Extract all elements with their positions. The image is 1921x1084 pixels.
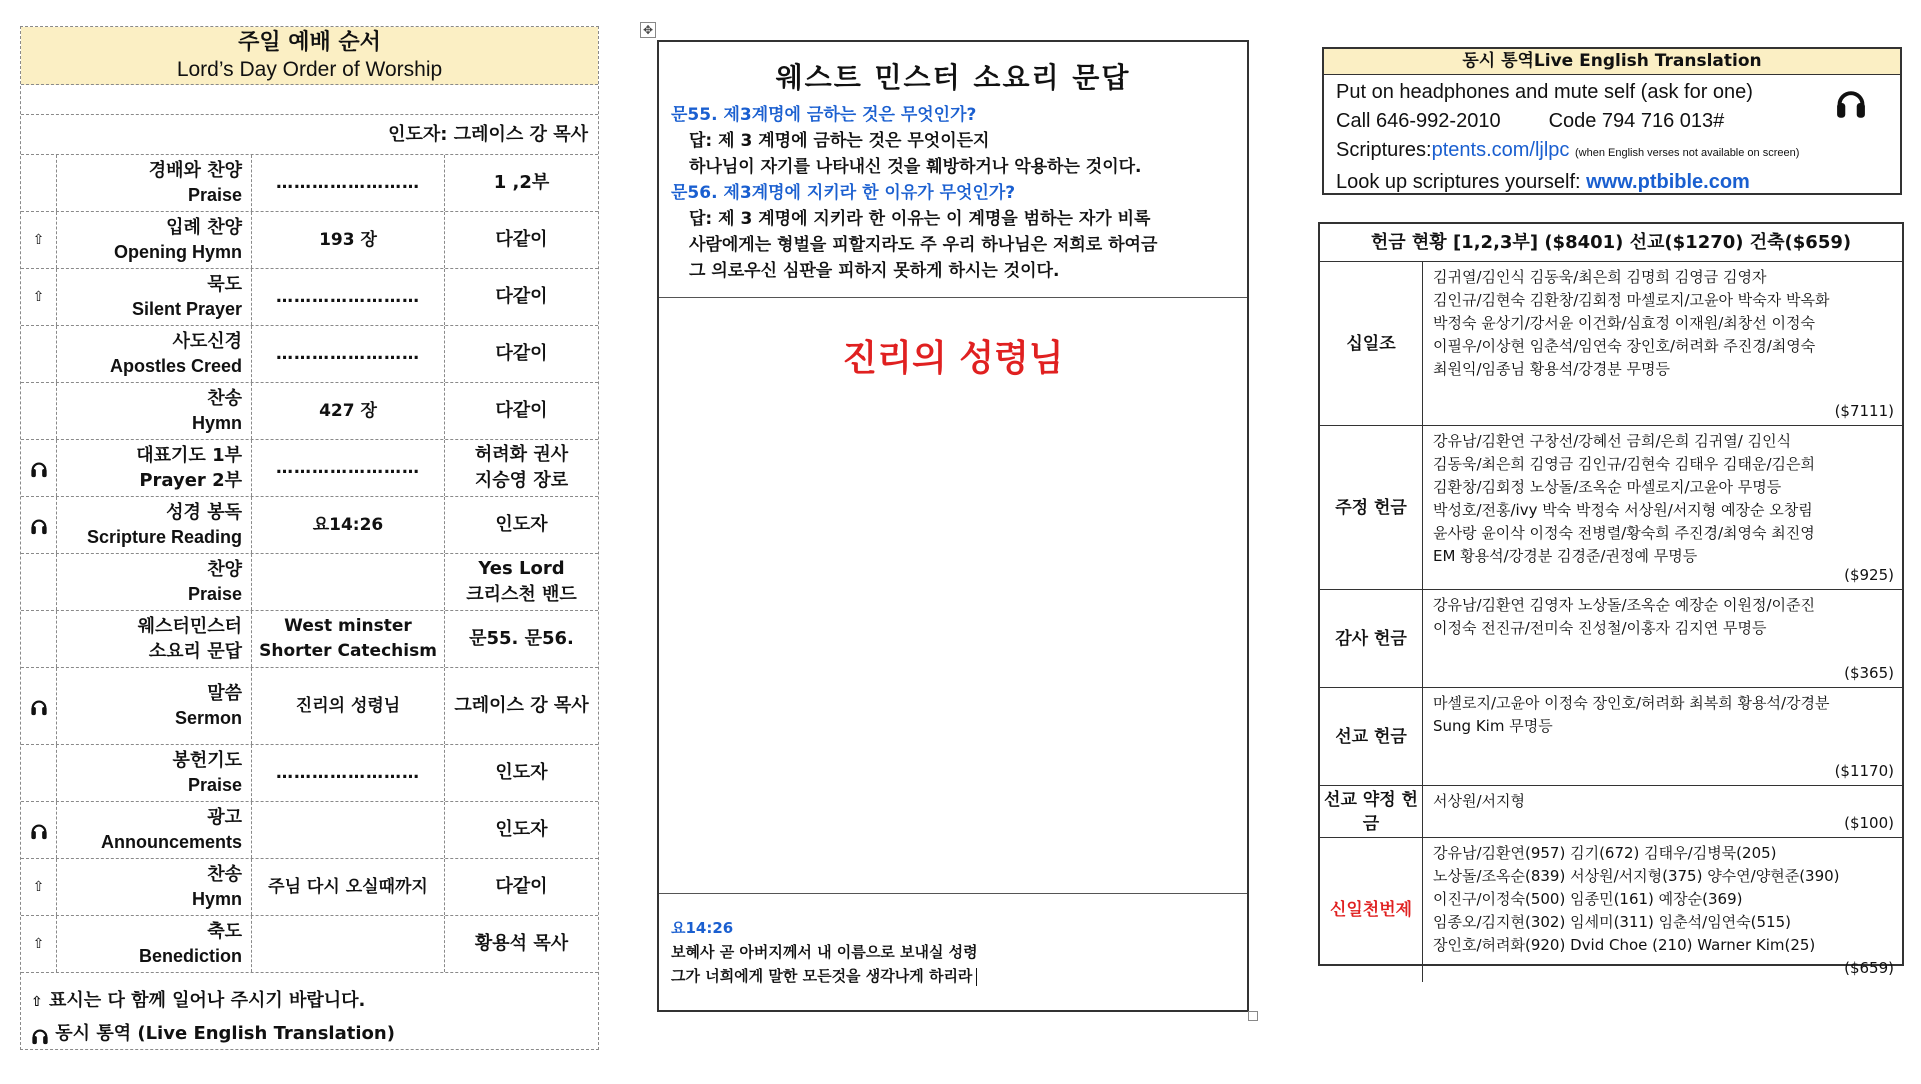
row-detail-cell [252, 745, 445, 801]
row-leader: 다같이 [495, 343, 548, 364]
order-of-worship-table [20, 26, 599, 1050]
offering-names-line: EM 황용석/강경분 김경준/권정예 무명등 [1433, 547, 1698, 565]
call-number: Call 646-992-2010 [1336, 110, 1501, 132]
offering-names-line: 강유남/김환연(957) 김기(672) 김태우/김병묵(205) [1433, 844, 1777, 862]
row-name-ko: 봉헌기도 [172, 750, 242, 771]
worship-row [21, 497, 598, 554]
row-detail-cell [252, 440, 445, 496]
row-leader-cell [445, 668, 598, 744]
catechism-answer-56-line1: 답: 제 3 계명에 지키라 한 이유는 이 계명을 범하는 자가 비록 [689, 209, 1151, 229]
row-detail: 요14:26 [312, 514, 384, 535]
headphones-icon [30, 821, 48, 839]
catechism-answer-56-line3: 그 의로우신 심판을 피하지 못하게 하시는 것이다. [689, 261, 1060, 281]
row-leader: 인도자 [495, 762, 548, 783]
row-name-en: Opening Hymn [113, 242, 242, 262]
row-detail: West minster [284, 616, 412, 636]
catechism-answer-55-line1: 답: 제 3 계명에 금하는 것은 무엇이든지 [689, 131, 990, 151]
worship-title-en: Lord’s Day Order of Worship [176, 58, 443, 81]
row-detail-cell [252, 326, 445, 382]
offering-names [1423, 590, 1902, 687]
row-name-cell [57, 554, 252, 610]
row-leader: 황용석 목사 [474, 933, 569, 954]
row-leader-cell [445, 440, 598, 496]
offering-names-line: 임종오/김지현(302) 임세미(311) 임춘석/임연숙(515) [1433, 913, 1791, 931]
row-icon-cell [21, 440, 57, 496]
table-move-handle[interactable]: ✥ [640, 22, 656, 38]
row-leader-cell [445, 497, 598, 553]
row-name-ko: 찬송 [207, 864, 242, 885]
offering-names-line: 강유남/김환연 구창선/강혜선 금희/은희 김귀열/ 김인식 [1433, 432, 1792, 450]
scriptures-link[interactable]: ptents.com/ljlpc [1431, 139, 1570, 161]
row-name-cell [57, 212, 252, 268]
scriptures-label: Scriptures: [1336, 139, 1432, 161]
row-detail-cell [252, 212, 445, 268]
translation-instructions: Put on headphones and mute self (ask for one) [1336, 81, 1753, 103]
verse-line2-text: 그가 너희에게 말한 모든것을 생각나게 하리라 [671, 967, 973, 985]
row-name-cell [57, 440, 252, 496]
row-name-ko: 묵도 [207, 274, 242, 295]
offering-names-line: 김동욱/최은희 김영금 김인규/김현숙 김태우 김태운/김은희 [1433, 455, 1815, 473]
row-icon-cell [21, 383, 57, 439]
offering-amount: ($7111) [1834, 402, 1894, 420]
row-name-cell [57, 668, 252, 744]
row-name-ko: 대표기도 1부 [136, 445, 242, 466]
offering-amount: ($659) [1844, 959, 1894, 977]
lookup-label: Look up scriptures yourself: [1336, 171, 1587, 193]
row-leader: 1 ,2부 [493, 172, 550, 193]
catechism-answer-56-line2: 사람에게는 형벌을 피할지라도 주 우리 하나님은 저희로 하여금 [689, 235, 1158, 255]
offering-names-line: 장인호/허려화(920) Dvid Choe (210) Warner Kim(25) [1433, 936, 1816, 954]
row-name-en: Praise [187, 775, 242, 795]
sermon-section [659, 298, 1247, 894]
worship-row [21, 326, 598, 383]
offering-row [1320, 262, 1902, 426]
translation-body [1324, 75, 1900, 200]
offering-label: 선교 약정 헌금 [1320, 786, 1423, 837]
worship-row [21, 745, 598, 802]
row-icon-cell [21, 859, 57, 915]
row-icon-cell [21, 497, 57, 553]
worship-row [21, 668, 598, 745]
headphones-icon [30, 697, 48, 715]
stand-arrow-icon: ⇧ [32, 289, 45, 305]
headphones-icon [30, 459, 48, 477]
row-icon-cell [21, 802, 57, 858]
row-name-ko: 성경 봉독 [166, 502, 242, 523]
row-detail-cell [252, 554, 445, 610]
verse-line2 [671, 964, 1247, 988]
offering-rows [1320, 262, 1902, 982]
offering-row [1320, 786, 1902, 838]
row-icon-cell [21, 269, 57, 325]
offering-names-line: 박성호/전홍/ivy 박숙 박정숙 서상원/서지형 예장순 오창림 [1433, 501, 1813, 519]
worship-footnotes [21, 973, 598, 1050]
lookup-line [1336, 168, 1888, 197]
row-icon-cell [21, 326, 57, 382]
row-leader: 다같이 [495, 876, 548, 897]
headphones-icon [30, 516, 48, 534]
translation-header: 동시 통역Live English Translation [1324, 49, 1900, 75]
offering-names [1423, 838, 1902, 982]
row-name-en: Announcements [100, 832, 242, 852]
row-name-en: Silent Prayer [131, 299, 242, 319]
offering-names [1423, 786, 1902, 837]
row-leader-cell [445, 611, 598, 667]
row-name-ko: 광고 [207, 807, 242, 828]
translation-note-text: 동시 통역 (Live English Translation) [55, 1023, 395, 1044]
catechism-answer-55-line2: 하나님이 자기를 나타내신 것을 훼방하거나 악용하는 것이다. [689, 157, 1142, 177]
row-name-cell [57, 802, 252, 858]
row-detail: …………………… [276, 172, 420, 193]
row-name-cell [57, 269, 252, 325]
offering-label: 감사 헌금 [1320, 590, 1423, 687]
row-name-cell [57, 859, 252, 915]
row-name-ko: 사도신경 [172, 331, 242, 352]
offering-row [1320, 426, 1902, 590]
offering-row [1320, 688, 1902, 786]
row-name-cell [57, 155, 252, 211]
verse-section[interactable] [659, 894, 1247, 988]
offering-table [1318, 222, 1904, 977]
offering-names-line: 윤사랑 윤이삭 이정숙 전병렬/황숙희 주진경/최영숙 최진영 [1433, 524, 1815, 542]
row-name-en: Apostles Creed [109, 356, 242, 376]
row-name-ko: 찬송 [207, 388, 242, 409]
catechism-section [659, 42, 1247, 298]
row-leader: 인도자 [495, 819, 548, 840]
row-leader-cell [445, 212, 598, 268]
worship-row [21, 554, 598, 611]
offering-names-line: 박정숙 윤상기/강서윤 이건화/심효정 이재원/최창선 이정숙 [1433, 314, 1815, 332]
row-leader-cell [445, 916, 598, 972]
call-code: Code 794 716 013# [1548, 110, 1725, 132]
row-detail-cell [252, 269, 445, 325]
offering-names-line: 노상돌/조옥순(839) 서상원/서지형(375) 양수연/양현준(390) [1433, 867, 1840, 885]
offering-row [1320, 590, 1902, 688]
row-detail-cell [252, 497, 445, 553]
row-detail: 진리의 성령님 [295, 695, 401, 716]
offering-label: 주정 헌금 [1320, 426, 1423, 589]
offering-names [1423, 688, 1902, 785]
offering-amount: ($925) [1844, 566, 1894, 584]
spacer-row [21, 85, 598, 115]
worship-row [21, 155, 598, 212]
row-leader: 허려화 권사 [474, 444, 569, 465]
row-icon-cell [21, 611, 57, 667]
row-leader-cell [445, 554, 598, 610]
worship-leader: 인도자: 그레이스 강 목사 [21, 115, 598, 155]
row-leader: Yes Lord [478, 558, 565, 579]
row-name-ko: 말씀 [207, 683, 242, 704]
worship-row [21, 269, 598, 326]
headphones-icon [31, 1025, 49, 1043]
row-name-cell [57, 326, 252, 382]
stand-arrow-icon: ⇧ [32, 232, 45, 248]
worship-row [21, 859, 598, 916]
row-detail-cell [252, 611, 445, 667]
row-name-cell [57, 383, 252, 439]
row-detail-cell [252, 155, 445, 211]
stand-note [31, 985, 598, 1018]
catechism-question-56: 문56. 제3계명에 지키라 한 이유가 무엇인가? [671, 183, 1016, 203]
row-name-en: Benediction [138, 946, 242, 966]
row-icon-cell [21, 212, 57, 268]
row-name-en: Hymn [191, 889, 242, 909]
row-leader-cell [445, 802, 598, 858]
offering-label: 선교 헌금 [1320, 688, 1423, 785]
text-cursor [976, 968, 977, 986]
offering-names-line: 최원익/임종님 황용석/강경분 무명등 [1433, 360, 1670, 378]
row-leader: 다같이 [495, 229, 548, 250]
row-icon-cell [21, 916, 57, 972]
translation-note [31, 1018, 598, 1050]
row-name-en: Prayer 2부 [139, 470, 242, 491]
offering-names-line: 이진구/이정숙(500) 임종민(161) 예장순(369) [1433, 890, 1743, 908]
row-leader-cell [445, 326, 598, 382]
row-detail-cell [252, 859, 445, 915]
row-leader-cell [445, 269, 598, 325]
row-icon-cell [21, 745, 57, 801]
row-name-ko: 찬양 [207, 559, 242, 580]
row-leader-cell [445, 859, 598, 915]
row-icon-cell [21, 554, 57, 610]
row-name-cell [57, 497, 252, 553]
row-name-en: Praise [187, 185, 242, 205]
offering-label: 신일천번제 [1320, 838, 1423, 982]
offering-amount: ($1170) [1834, 762, 1894, 780]
worship-row [21, 383, 598, 440]
row-name-en: Praise [187, 584, 242, 604]
offering-label: 십일조 [1320, 262, 1423, 425]
offering-names-line: 이필우/이상현 임춘석/임연숙 장인호/허려화 주진경/최영숙 [1433, 337, 1816, 355]
offering-names-line: 김귀열/김인식 김동욱/최은희 김명희 김영금 김영자 [1433, 268, 1767, 286]
row-name-en: Scripture Reading [86, 527, 242, 547]
stand-arrow-icon: ⇧ [32, 879, 45, 895]
row-leader: 다같이 [495, 400, 548, 421]
offering-amount: ($365) [1844, 664, 1894, 682]
row-leader: 인도자 [495, 514, 548, 535]
row-detail: …………………… [276, 343, 420, 364]
row-leader: 그레이스 강 목사 [454, 695, 589, 716]
row-detail: …………………… [276, 286, 420, 307]
offering-names-line: 김환창/김회정 노상돌/조옥순 마셀로지/고윤아 무명등 [1433, 478, 1782, 496]
ptbible-link[interactable]: www.ptbible.com [1586, 171, 1750, 193]
catechism-question-55: 문55. 제3계명에 금하는 것은 무엇인가? [671, 105, 977, 125]
verse-line1: 보혜사 곧 아버지께서 내 이름으로 보내실 성령 [671, 943, 978, 961]
stand-note-text: 표시는 다 함께 일어나 주시기 바랍니다. [49, 990, 366, 1011]
offering-names-line: 서상원/서지형 [1433, 792, 1525, 810]
worship-rows [21, 155, 598, 973]
row-leader-cell [445, 745, 598, 801]
row-leader: 문55. 문56. [469, 628, 574, 649]
row-icon-cell [21, 668, 57, 744]
verse-reference: 요14:26 [671, 919, 734, 937]
row-name-ko: 입례 찬양 [166, 217, 242, 238]
row-detail-cell [252, 916, 445, 972]
stand-arrow-icon: ⇧ [32, 936, 45, 952]
row-detail: …………………… [276, 457, 420, 478]
worship-row [21, 212, 598, 269]
worship-title-ko: 주일 예배 순서 [238, 30, 381, 55]
offering-names-line: 이정숙 전진규/전미숙 진성철/이홍자 김지연 무명등 [1433, 619, 1767, 637]
row-leader: 다같이 [495, 286, 548, 307]
row-name-ko: 웨스터민스터 [137, 616, 242, 637]
table-resize-handle[interactable] [1248, 1011, 1258, 1021]
row-leader-2: 크리스천 밴드 [466, 584, 577, 605]
row-name-en: 소요리 문답 [148, 641, 242, 662]
row-detail: 427 장 [319, 400, 377, 421]
worship-row [21, 440, 598, 497]
worship-row [21, 611, 598, 668]
offering-amount: ($100) [1844, 814, 1894, 832]
worship-row [21, 916, 598, 973]
sermon-title: 진리의 성령님 [842, 338, 1064, 379]
row-detail: …………………… [276, 762, 420, 783]
offering-names [1423, 262, 1902, 425]
row-detail-cell [252, 668, 445, 744]
offering-header: 헌금 현황 [1,2,3부] ($8401) 선교($1270) 건축($659) [1320, 224, 1902, 262]
translation-call-line [1336, 107, 1888, 136]
row-name-en: Sermon [174, 708, 242, 728]
catechism-sermon-table [657, 40, 1249, 1012]
catechism-title: 웨스트 민스터 소요리 문답 [775, 61, 1131, 94]
row-detail: 193 장 [319, 229, 377, 250]
worship-header [21, 27, 598, 85]
row-detail-cell [252, 383, 445, 439]
row-detail-cell [252, 802, 445, 858]
stand-arrow-icon: ⇧ [31, 994, 43, 1010]
row-leader-2: 지승영 장로 [474, 470, 569, 491]
row-leader-cell [445, 155, 598, 211]
offering-row [1320, 838, 1902, 982]
row-icon-cell [21, 155, 57, 211]
row-name-cell [57, 611, 252, 667]
row-name-en: Hymn [191, 413, 242, 433]
offering-names-line: 마셀로지/고윤아 이정숙 장인호/허려화 최복희 황용석/강경분 [1433, 694, 1830, 712]
row-name-ko: 축도 [207, 921, 242, 942]
row-leader-cell [445, 383, 598, 439]
offering-names-line: Sung Kim 무명등 [1433, 717, 1553, 735]
row-name-cell [57, 916, 252, 972]
row-name-ko: 경배와 찬양 [148, 160, 242, 181]
headphones-icon [1834, 85, 1868, 125]
offering-names-line: 강유남/김환연 김영자 노상돌/조옥순 예장순 이원정/이준진 [1433, 596, 1815, 614]
row-name-cell [57, 745, 252, 801]
scriptures-note: (when English verses not available on screen) [1575, 147, 1800, 159]
offering-names [1423, 426, 1902, 589]
row-detail: 주님 다시 오실때까지 [268, 876, 428, 897]
scriptures-line [1336, 136, 1888, 168]
worship-row [21, 802, 598, 859]
live-translation-box [1322, 47, 1902, 195]
offering-names-line: 김인규/김현숙 김환창/김회정 마셀로지/고윤아 박숙자 박옥화 [1433, 291, 1830, 309]
row-detail-2: Shorter Catechism [259, 641, 437, 661]
